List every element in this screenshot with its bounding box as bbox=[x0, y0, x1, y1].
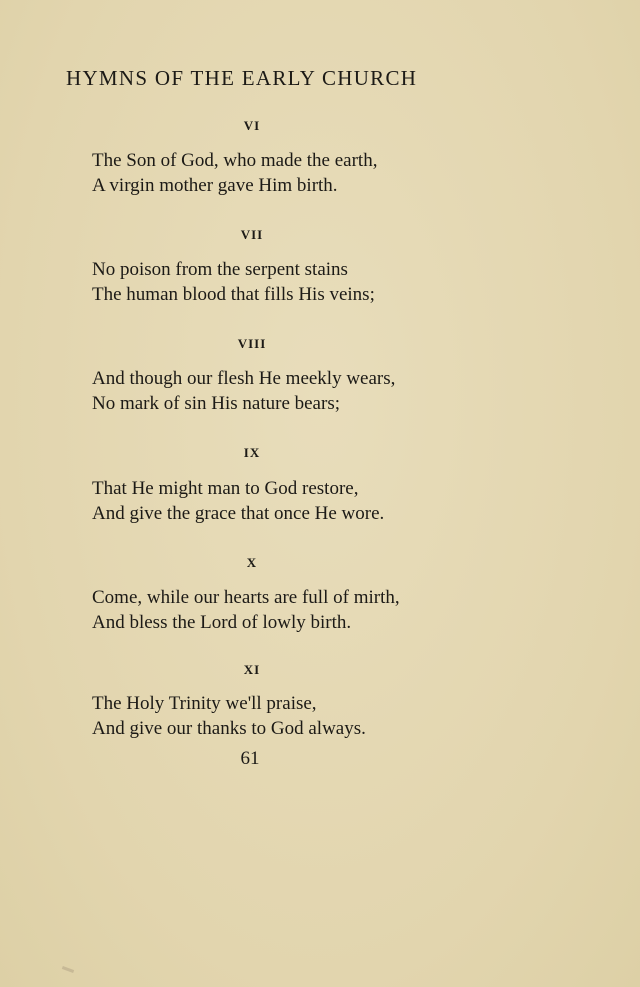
verse-line: The human blood that fills His veins; bbox=[92, 284, 375, 305]
verse-line: The Holy Trinity we'll praise, bbox=[92, 693, 317, 714]
verse-line: And give our thanks to God always. bbox=[92, 718, 366, 739]
stanza-number: XI bbox=[243, 662, 261, 677]
stanza-number: VIII bbox=[237, 336, 267, 351]
page-number: 61 bbox=[240, 748, 260, 769]
paper-blemish bbox=[62, 966, 74, 973]
stanza-number: IX bbox=[243, 445, 261, 460]
verse-line: That He might man to God restore, bbox=[92, 478, 359, 499]
stanza-number: X bbox=[246, 555, 258, 570]
running-head: HYMNS OF THE EARLY CHURCH bbox=[66, 66, 418, 90]
verse-line: And though our flesh He meekly wears, bbox=[92, 368, 396, 389]
verse-line: And give the grace that once He wore. bbox=[92, 503, 385, 524]
verse-line: No mark of sin His nature bears; bbox=[92, 393, 340, 414]
verse-line: A virgin mother gave Him birth. bbox=[92, 175, 338, 196]
stanza-number: VII bbox=[240, 227, 264, 242]
verse-line: Come, while our hearts are full of mirth, bbox=[92, 587, 400, 608]
verse-line: No poison from the serpent stains bbox=[92, 259, 348, 280]
verse-line: The Son of God, who made the earth, bbox=[92, 150, 378, 171]
verse-line: And bless the Lord of lowly birth. bbox=[92, 612, 352, 633]
stanza-number: VI bbox=[243, 118, 261, 133]
